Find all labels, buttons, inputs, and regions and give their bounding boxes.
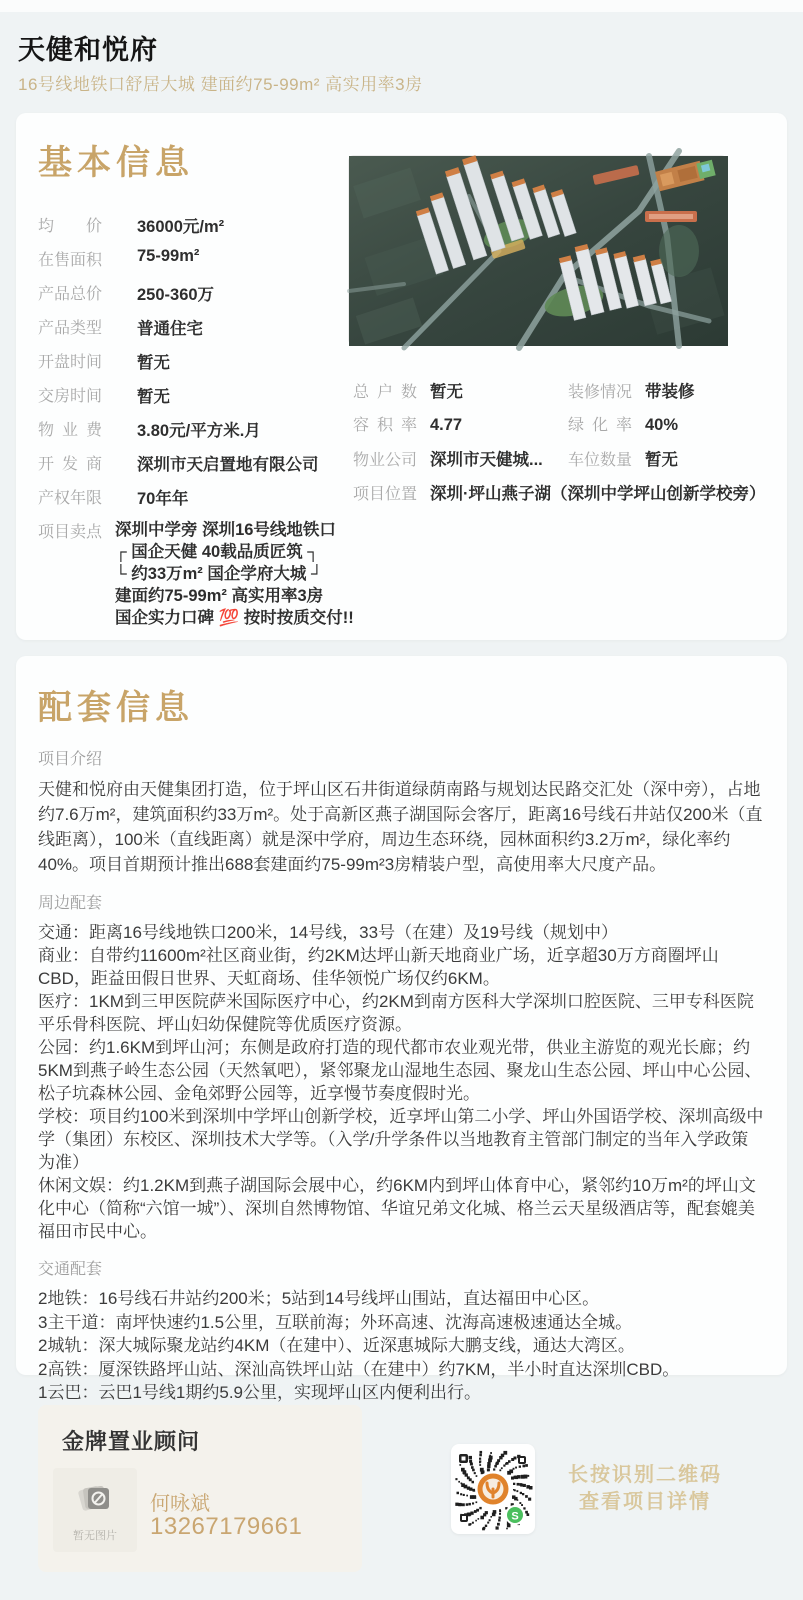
page-title: 天健和悦府 [18,35,158,65]
basic-info-heading: 基本信息 [38,144,194,182]
info-value: 深圳市天健城... [430,451,543,469]
around-item: 公园：约1.6KM到坪山河；东侧是政府打造的现代都市农业观光带，供业主游览的观光长廊；约5KM到燕子岭生态公园（天然氧吧），紧邻聚龙山湿地生态园、聚龙山生态公园、坪山中心公园、松子坑森林公园、金龟郊野公园等，近享慢节奏度假时光。 [38,1038,762,1103]
info-label: 项目位置 [353,486,418,503]
facility-info-heading: 配套信息 [38,689,194,727]
around-section-label: 周边配套 [38,895,103,912]
selling-point-lines [115,519,445,629]
consultant-name: 何咏斌 [150,1493,210,1515]
info-label: 交房时间 [38,388,103,405]
selling-point-line: └ 约33万m² 国企学府大城 ┘ [115,565,323,583]
selling-point-line: 深圳中学旁 深圳16号线地铁口 [115,521,336,539]
info-row [38,451,319,474]
info-row [38,417,261,440]
page-subtitle: 16号线地铁口舒居大城 建面约75-99m² 高实用率3房 [18,75,423,94]
aerial-render-graphic [349,156,728,346]
info-value: 暂无 [645,451,678,469]
around-item: 学校：项目约100米到深圳中学坪山创新学校，近享坪山第二小学、坪山外国语学校、深圳高级中学（集团）东校区、深圳技术大学等。（入学/升学条件以当地教育主管部门制定的当年入学政策为准） [38,1107,764,1172]
qr-instruction [538,1462,752,1516]
consultant-photo-placeholder [53,1468,137,1552]
traffic-items [38,1287,765,1405]
info-value: 暂无 [137,388,170,406]
info-label: 总户数 [353,384,417,401]
info-row [353,412,462,435]
info-label: 产权年限 [38,490,103,507]
selling-point-label: 项目卖点 [38,524,103,541]
info-row [38,383,170,406]
info-value: 深圳市天启置地有限公司 [137,456,319,474]
info-value: 暂无 [430,383,463,401]
project-location-row [353,480,766,504]
info-label: 绿化率 [568,417,632,434]
info-value: 3.80元/平方米.月 [137,422,261,440]
facility-info-card [16,656,787,1402]
info-label: 在售面积 [38,252,103,269]
info-label: 产品类型 [38,320,103,337]
intro-paragraph: 天健和悦府由天健集团打造，位于坪山区石井街道绿荫南路与规划达民路交汇处（深中旁），占地约7.6万m²，建筑面积约33万m²。处于高新区燕子湖国际会客厅，距离16号线石井站仅200米（直线距离），100米（直线距离）就是深中学府，周边生态环绕，园林面积约3.2万m²，绿化率约40%。项目首期预计推出688套建面约75-99m²3房精装户型，高使用率大尺度产品。 [38,780,763,874]
info-value: 深圳·坪山燕子湖（深圳中学坪山创新学校旁） [430,485,766,503]
around-item: 交通：距离16号线地铁口200米，14号线，33号（在建）及19号线（规划中） [38,923,618,942]
qr-instruction-line1: 长按识别二维码 [568,1464,722,1486]
info-label: 开盘时间 [38,354,103,371]
info-row [568,412,678,435]
traffic-section-label: 交通配套 [38,1261,103,1278]
info-value: 36000元/m² [137,218,225,236]
info-row [568,446,678,470]
info-value: 普通住宅 [137,320,203,338]
selling-point-line: 国企实力口碑 💯 按时按质交付!! [115,609,354,627]
info-row [38,247,200,269]
intro-section-label: 项目介绍 [38,751,103,768]
consultant-heading: 金牌置业顾问 [62,1429,201,1454]
no-image-label: 暂无图片 [73,1530,117,1542]
around-item: 休闲文娱：约1.2KM到燕子湖国际会展中心，约6KM内到坪山体育中心，紧邻约10万m²的坪山文化中心（简称“六馆一城”）、深圳自然博物馆、华谊兄弟文化城、格兰云天星级酒店等，配套媲美福田市民中心。 [38,1176,756,1241]
info-label: 开发商 [38,456,102,473]
around-items [38,921,765,1243]
info-label: 产品总价 [38,286,103,303]
info-value: 4.77 [430,416,463,434]
mini-program-qr-code[interactable] [451,1444,535,1534]
info-row [568,378,695,402]
info-row [38,485,189,508]
traffic-item: 3主干道：南坪快速约1.5公里，互联前海；外环高速、沈海高速极速通达全城。 [38,1312,633,1332]
info-row [38,349,170,372]
project-aerial-image[interactable] [348,155,727,345]
info-row [353,378,463,402]
selling-point-row [38,519,102,542]
info-label: 物业费 [38,422,102,439]
info-value: 250-360万 [137,286,215,304]
basic-info-card [16,113,787,640]
info-label: 车位数量 [568,452,633,469]
qr-instruction-line2: 查看项目详情 [579,1491,711,1513]
top-strip [0,0,803,12]
info-value: 70年年 [137,490,189,508]
info-label: 均价 [38,218,102,235]
info-value: 75-99m² [137,247,200,265]
selling-point-line: ┌ 国企天健 40载品质匠筑 ┐ [115,543,319,561]
consultant-phone[interactable]: 13267179661 [150,1513,303,1540]
traffic-item: 2高铁：厦深铁路坪山站、深汕高铁坪山站（在建中）约7KM，半小时直达深圳CBD。 [38,1359,680,1379]
info-label: 物业公司 [353,452,418,469]
info-row [38,315,203,338]
info-row [38,213,225,236]
svg-text:S: S [511,1510,519,1523]
around-item: 医疗：1KM到三甲医院萨米国际医疗中心，约2KM到南方医科大学深圳口腔医院、三甲专科医院平乐骨科医院、坪山妇幼保健院等优质医疗资源。 [38,992,754,1034]
info-row [38,281,215,304]
info-label: 容积率 [353,417,417,434]
info-label: 装修情况 [568,384,633,401]
traffic-item: 1云巴：云巴1号线1期约5.9公里，实现坪山区内便利出行。 [38,1383,481,1402]
info-value: 带装修 [645,383,695,401]
traffic-item: 2城轨：深大城际聚龙站约4KM（在建中）、近深惠城际大鹏支线，通达大湾区。 [38,1336,635,1355]
selling-point-line: 建面约75-99m² 高实用率3房 [115,587,324,605]
around-item: 商业：自带约11600m²社区商业街，约2KM达坪山新天地商业广场，近享超30万方商圈坪山CBD，距益田假日世界、天虹商场、佳华领悦广场仅约6KM。 [38,946,719,988]
info-row [353,446,543,470]
qr-code-graphic [451,1444,535,1534]
info-value: 暂无 [137,354,170,372]
consultant-card[interactable] [38,1405,362,1572]
info-value: 40% [645,416,679,434]
no-image-icon [75,1480,115,1520]
traffic-item: 2地铁：16号线石井站约200米；5站到14号线坪山围站，直达福田中心区。 [38,1289,600,1308]
